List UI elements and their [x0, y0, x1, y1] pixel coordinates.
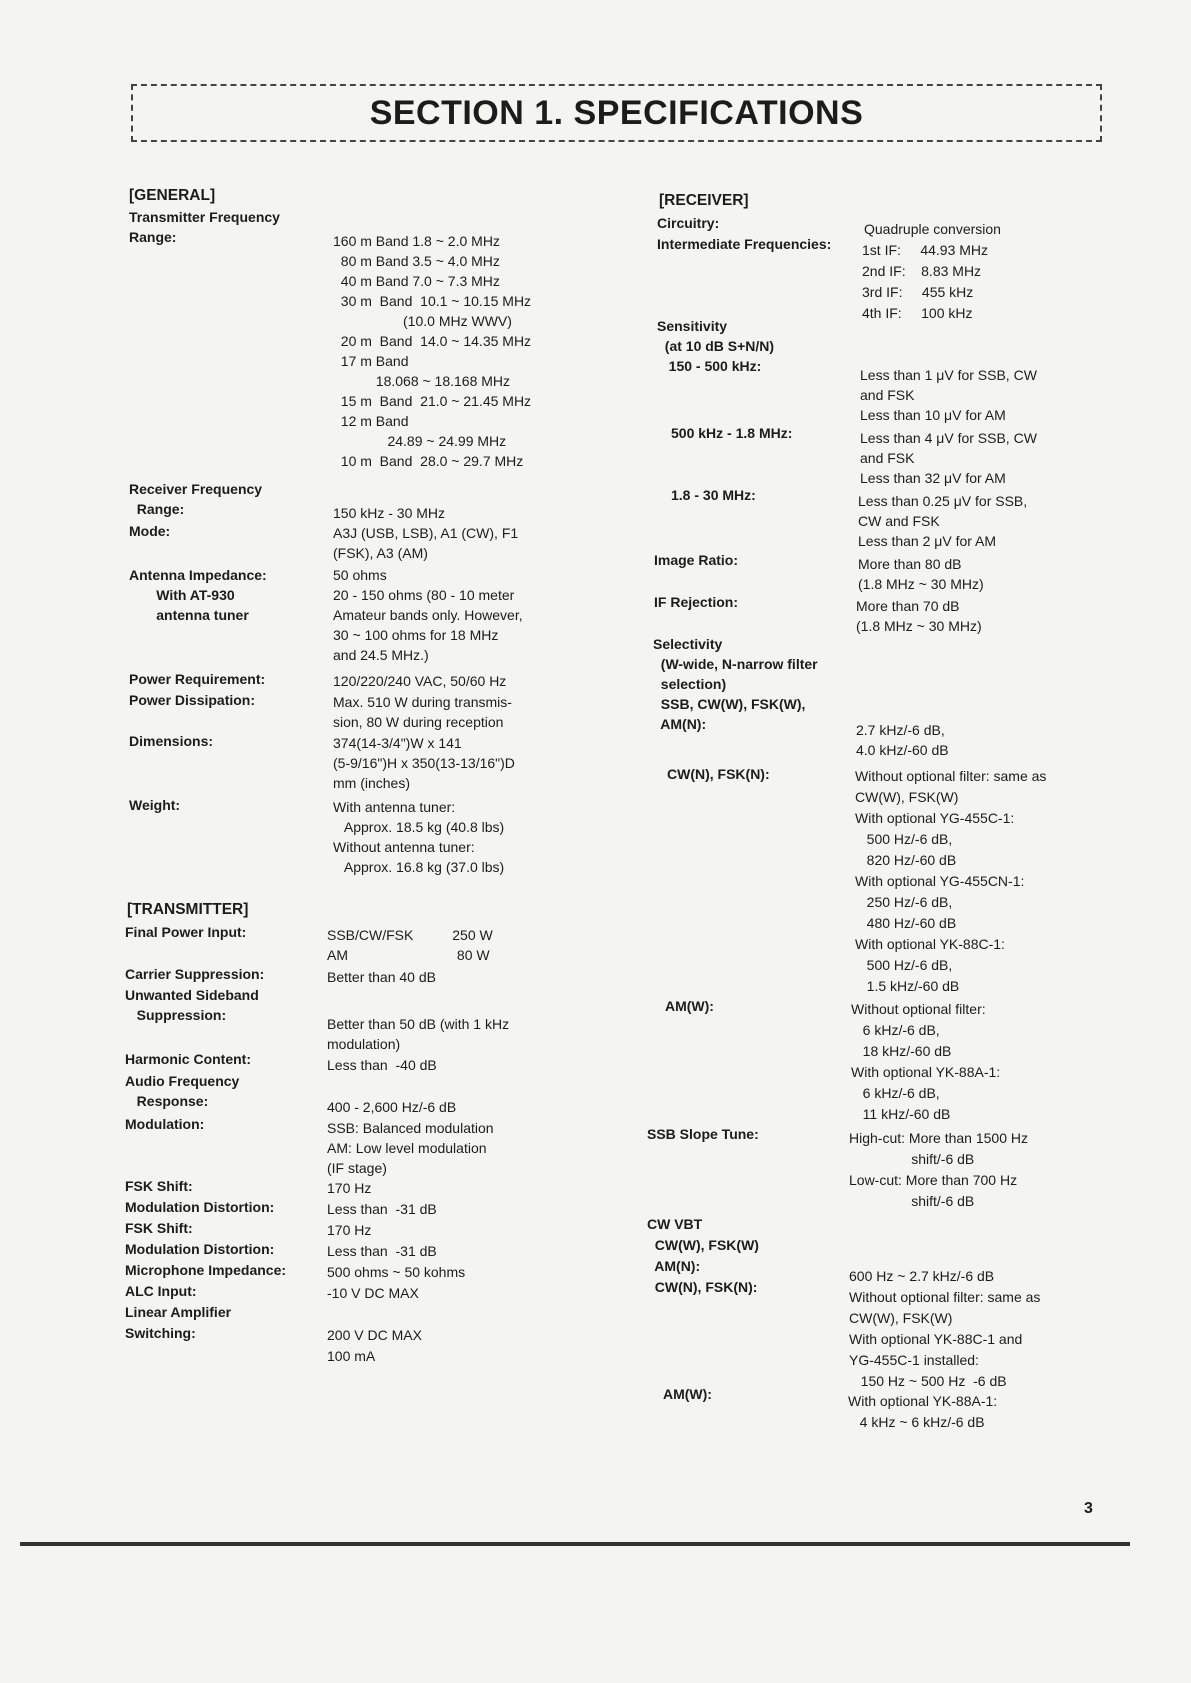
power-req-label: Power Requirement:: [129, 671, 266, 687]
modulation-label: Modulation:: [125, 1116, 205, 1132]
weight-label: Weight:: [129, 797, 181, 813]
sensitivity-1-value: Less than 1 μV for SSB, CW and FSK Less than 10 μV for AM: [860, 367, 1037, 423]
amw-value: Without optional filter: 6 kHz/-6 dB, 18 kHz/-60 dB With optional YK-88A-1: 6 kHz/-6 dB, 11 kHz/-60 dB: [851, 1001, 1001, 1122]
final-power-label: Final Power Input:: [125, 924, 247, 940]
power-dis-label: Power Dissipation:: [129, 692, 256, 708]
unwanted-label: Unwanted Sideband Suppression:: [125, 987, 259, 1023]
image-ratio-value: More than 80 dB (1.8 MHz ~ 30 MHz): [858, 556, 984, 592]
circuitry-label: Circuitry:: [657, 215, 720, 231]
power-req-value: 120/220/240 VAC, 50/60 Hz: [333, 673, 507, 689]
vbt-amw-label: AM(W):: [663, 1386, 712, 1402]
rx-freq-value: 150 kHz - 30 MHz: [333, 505, 446, 521]
receiver-heading: [RECEIVER]: [659, 192, 749, 209]
carrier-label: Carrier Suppression:: [125, 966, 265, 982]
transmitter-heading: [TRANSMITTER]: [127, 901, 249, 918]
sensitivity-3-label: 1.8 - 30 MHz:: [671, 487, 756, 503]
slope-tune-label: SSB Slope Tune:: [647, 1126, 759, 1142]
weight-value: With antenna tuner: Approx. 18.5 kg (40.8 lbs) Without antenna tuner: Approx. 16.8 kg (37.0 lbs): [333, 799, 505, 875]
vbt-amw-value: With optional YK-88A-1: 4 kHz ~ 6 kHz/-6 dB: [848, 1393, 998, 1430]
antenna-label: Antenna Impedance: With AT-930 antenna tuner: [129, 567, 267, 623]
cwn-fskn-label: CW(N), FSK(N):: [667, 766, 770, 782]
final-power-value: SSB/CW/FSK 250 W AM 80 W: [327, 927, 493, 963]
sensitivity-2-label: 500 kHz - 1.8 MHz:: [671, 425, 793, 441]
section-title-box: [131, 84, 1102, 142]
cw-vbt-label: CW VBT CW(W), FSK(W) AM(N): CW(N), FSK(N):: [647, 1216, 759, 1295]
selectivity-label: Selectivity (W-wide, N-narrow filter selection) SSB, CW(W), FSK(W), AM(N):: [653, 636, 818, 732]
page-number: 3: [1084, 1500, 1093, 1517]
audio-value: 400 - 2,600 Hz/-6 dB: [327, 1099, 457, 1115]
footer-rule: [20, 1542, 1130, 1546]
slope-tune-value: High-cut: More than 1500 Hz shift/-6 dB Low-cut: More than 700 Hz shift/-6 dB: [849, 1130, 1028, 1209]
tx-freq-value: 160 m Band 1.8 ~ 2.0 MHz 80 m Band 3.5 ~ 4.0 MHz 40 m Band 7.0 ~ 7.3 MHz 30 m Band 10.1 ~ 10.15 MHz (10.0 MHz WWV) 20 m Band 14.0 ~ 14.35 MHz 17 m Band 18.068 ~ 18.168 MHz 15 m Band 21.0 ~ 21.45 MHz 12 m Band 24.89 ~ 24.99 MHz 10 m Band 28.0 ~ 29.7 MHz: [333, 233, 532, 469]
cw-vbt-value: 600 Hz ~ 2.7 kHz/-6 dB Without optional filter: same as CW(W), FSK(W) With optional YK-88C-1 and YG-455C-1 installed: 150 Hz ~ 500 Hz -6 dB: [849, 1268, 1041, 1389]
selectivity-1-value: 2.7 kHz/-6 dB, 4.0 kHz/-60 dB: [856, 722, 949, 758]
audio-label: Audio Frequency Response:: [125, 1073, 240, 1109]
tx-freq-label: Transmitter Frequency Range:: [129, 209, 280, 245]
carrier-value: Better than 40 dB: [327, 969, 436, 985]
misc-tx-labels: FSK Shift: Modulation Distortion: FSK Shift: Modulation Distortion: Microphone Impedance: ALC Input: Linear Amplifier Switching:: [125, 1178, 287, 1341]
page-title: SECTION 1. SPECIFICATIONS: [369, 93, 864, 132]
sensitivity-label: Sensitivity (at 10 dB S+N/N) 150 - 500 kHz:: [657, 318, 775, 374]
mode-value: A3J (USB, LSB), A1 (CW), F1 (FSK), A3 (AM): [333, 525, 519, 561]
antenna-value: 50 ohms 20 - 150 ohms (80 - 10 meter Amateur bands only. However, 30 ~ 100 ohms for 18 MHz and 24.5 MHz.): [333, 567, 523, 663]
dimensions-value: 374(14-3/4")W x 141 (5-9/16")H x 350(13-13/16")D mm (inches): [333, 735, 515, 791]
power-dis-value: Max. 510 W during transmis- sion, 80 W during reception: [333, 694, 512, 730]
amw-label: AM(W):: [665, 998, 714, 1014]
sensitivity-3-value: Less than 0.25 μV for SSB, CW and FSK Less than 2 μV for AM: [858, 493, 1028, 549]
if-rejection-value: More than 70 dB (1.8 MHz ~ 30 MHz): [856, 598, 982, 634]
sensitivity-2-value: Less than 4 μV for SSB, CW and FSK Less than 32 μV for AM: [860, 430, 1037, 486]
harmonic-label: Harmonic Content:: [125, 1051, 251, 1067]
if-value: 1st IF: 44.93 MHz 2nd IF: 8.83 MHz 3rd IF: 455 kHz 4th IF: 100 kHz: [862, 242, 989, 321]
cwn-fskn-value: Without optional filter: same as CW(W), FSK(W) With optional YG-455C-1: 500 Hz/-6 dB, 820 Hz/-60 dB With optional YG-455CN-1: 250 Hz/-6 dB, 480 Hz/-60 dB With optional YK-88C-1: 500 Hz/-6 dB, 1.5 kHz/-60 dB: [855, 768, 1047, 994]
if-rejection-label: IF Rejection:: [654, 594, 739, 610]
general-heading: [GENERAL]: [129, 187, 216, 204]
misc-tx-values: 170 Hz Less than -31 dB 170 Hz Less than -31 dB 500 ohms ~ 50 kohms -10 V DC MAX 200 V DC MAX 100 mA: [327, 1180, 466, 1364]
modulation-value: SSB: Balanced modulation AM: Low level modulation (IF stage): [327, 1120, 494, 1176]
mode-label: Mode:: [129, 523, 171, 539]
harmonic-value: Less than -40 dB: [327, 1057, 437, 1073]
rx-freq-label: Receiver Frequency Range:: [129, 481, 263, 517]
circuitry-value: Quadruple conversion: [864, 221, 1001, 237]
unwanted-value: Better than 50 dB (with 1 kHz modulation): [327, 1016, 510, 1052]
if-label: Intermediate Frequencies:: [657, 236, 832, 252]
image-ratio-label: Image Ratio:: [654, 552, 739, 568]
dimensions-label: Dimensions:: [129, 733, 214, 749]
